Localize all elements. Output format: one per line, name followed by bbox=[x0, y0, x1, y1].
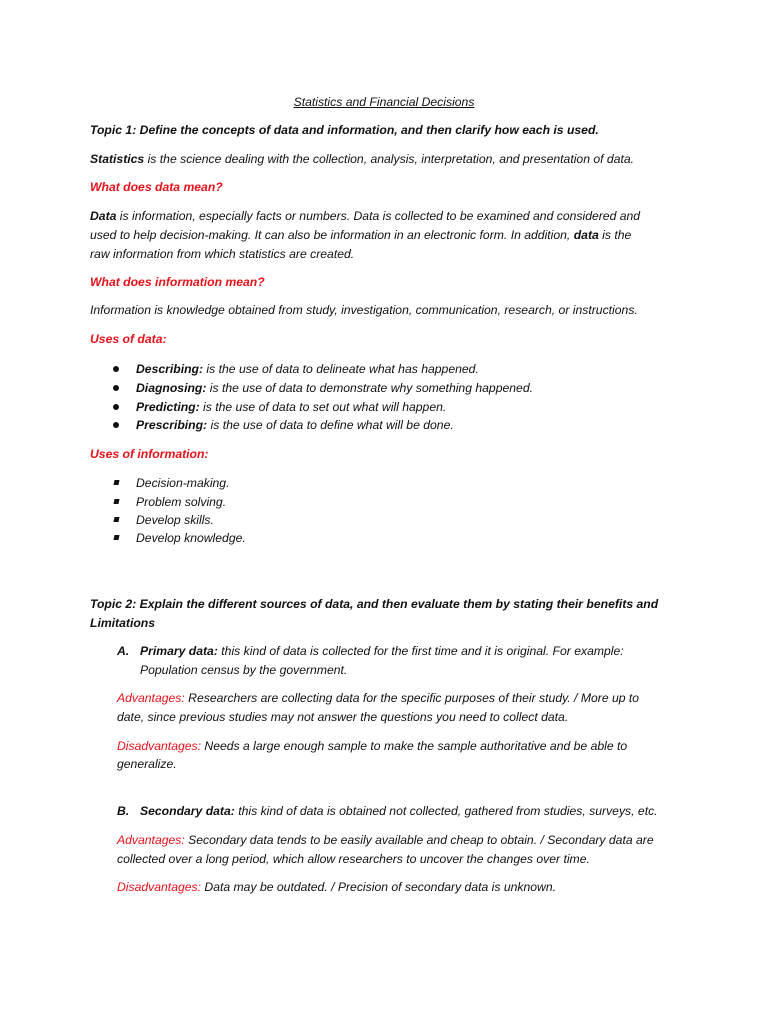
list-item: Develop skills. bbox=[136, 513, 214, 527]
topic2-heading-line-1: Topic 2: Explain the different sources of data, and then evaluate them by stating their benefits and bbox=[90, 597, 659, 611]
secondary-data-term: Secondary data: bbox=[140, 804, 235, 818]
section-b-label: B. bbox=[117, 804, 130, 818]
primary-disadvantages-line-2: generalize. bbox=[117, 757, 177, 771]
question-data: What does data mean? bbox=[90, 180, 223, 194]
bullet-icon bbox=[113, 366, 119, 372]
bullet-icon bbox=[113, 385, 119, 391]
data-def-text-2b: is the bbox=[598, 228, 632, 242]
advantages-text: Researchers are collecting data for the specific purposes of their study. / More up to bbox=[184, 691, 640, 705]
list-item: Develop knowledge. bbox=[136, 531, 246, 545]
document-title: Statistics and Financial Decisions bbox=[293, 95, 475, 109]
advantages-label: Advantages: bbox=[117, 691, 185, 705]
data-def-text-2a: used to help decision-making. It can also be information in an electronic form. In addition, bbox=[90, 228, 574, 242]
list-item-text: is the use of data to set out what will happen. bbox=[199, 400, 447, 414]
section-a-label: A. bbox=[117, 644, 130, 658]
list-item-text: is the use of data to define what will be done. bbox=[207, 418, 454, 432]
question-information: What does information mean? bbox=[90, 275, 265, 289]
square-bullet-icon bbox=[113, 499, 119, 504]
topic1-heading: Topic 1: Define the concepts of data and information, and then clarify how each is used. bbox=[90, 123, 599, 137]
data-def-line-2 bbox=[90, 226, 631, 245]
secondary-data-text: this kind of data is obtained not collected, gathered from studies, surveys, etc. bbox=[234, 804, 658, 818]
primary-disadvantages-line-1 bbox=[117, 737, 627, 756]
primary-data-term: Primary data: bbox=[140, 644, 218, 658]
square-bullet-icon bbox=[113, 480, 119, 485]
disadvantages-text: Data may be outdated. / Precision of secondary data is unknown. bbox=[201, 880, 557, 894]
information-definition: Information is knowledge obtained from study, investigation, communication, research, or instructions. bbox=[90, 303, 638, 317]
primary-data-line-1 bbox=[140, 642, 624, 661]
advantages-label: Advantages: bbox=[117, 833, 185, 847]
square-bullet-icon bbox=[113, 535, 119, 540]
primary-advantages-line-2: date, since previous studies may not answer the questions you need to collect data. bbox=[117, 710, 569, 724]
disadvantages-text: Needs a large enough sample to make the sample authoritative and be able to bbox=[201, 739, 628, 753]
secondary-advantages-line-2: collected over a long period, which allow researchers to uncover the changes over time. bbox=[117, 852, 590, 866]
bullet-icon bbox=[113, 422, 119, 428]
topic2-heading-line-2: Limitations bbox=[90, 616, 156, 630]
uses-of-data-heading: Uses of data: bbox=[90, 332, 167, 346]
data-def-line-1 bbox=[90, 207, 640, 226]
list-item-text: is the use of data to demonstrate why something happened. bbox=[206, 381, 533, 395]
list-item-term: Predicting: bbox=[136, 400, 200, 414]
statistics-definition bbox=[90, 150, 634, 169]
data-def-text-1: is information, especially facts or numbers. Data is collected to be examined and considered and bbox=[116, 209, 641, 223]
secondary-advantages-line-1 bbox=[117, 831, 654, 850]
primary-data-text: this kind of data is collected for the first time and it is original. For example: bbox=[217, 644, 624, 658]
bullet-icon bbox=[113, 404, 119, 410]
secondary-data-line-1 bbox=[140, 802, 658, 821]
uses-of-information-heading: Uses of information: bbox=[90, 447, 209, 461]
primary-data-line-2: Population census by the government. bbox=[140, 663, 348, 677]
disadvantages-label: Disadvantages: bbox=[117, 880, 202, 894]
statistics-def-text: is the science dealing with the collection, analysis, interpretation, and presentation of data. bbox=[144, 152, 635, 166]
list-item bbox=[136, 398, 446, 417]
list-item: Decision-making. bbox=[136, 476, 230, 490]
list-item: Problem solving. bbox=[136, 495, 227, 509]
data-term: Data bbox=[90, 209, 117, 223]
data-def-line-3: raw information from which statistics are created. bbox=[90, 247, 355, 261]
advantages-text: Secondary data tends to be easily available and cheap to obtain. / Secondary data are bbox=[184, 833, 654, 847]
data-term-2: data bbox=[573, 228, 599, 242]
square-bullet-icon bbox=[113, 517, 119, 522]
statistics-term: Statistics bbox=[90, 152, 145, 166]
list-item bbox=[136, 416, 454, 435]
list-item-text: is the use of data to delineate what has happened. bbox=[203, 362, 479, 376]
list-item-term: Diagnosing: bbox=[136, 381, 207, 395]
primary-advantages-line-1 bbox=[117, 689, 639, 708]
list-item bbox=[136, 379, 533, 398]
list-item-term: Prescribing: bbox=[136, 418, 208, 432]
list-item-term: Describing: bbox=[136, 362, 204, 376]
secondary-disadvantages-line-1 bbox=[117, 878, 556, 897]
list-item bbox=[136, 360, 479, 379]
disadvantages-label: Disadvantages: bbox=[117, 739, 202, 753]
